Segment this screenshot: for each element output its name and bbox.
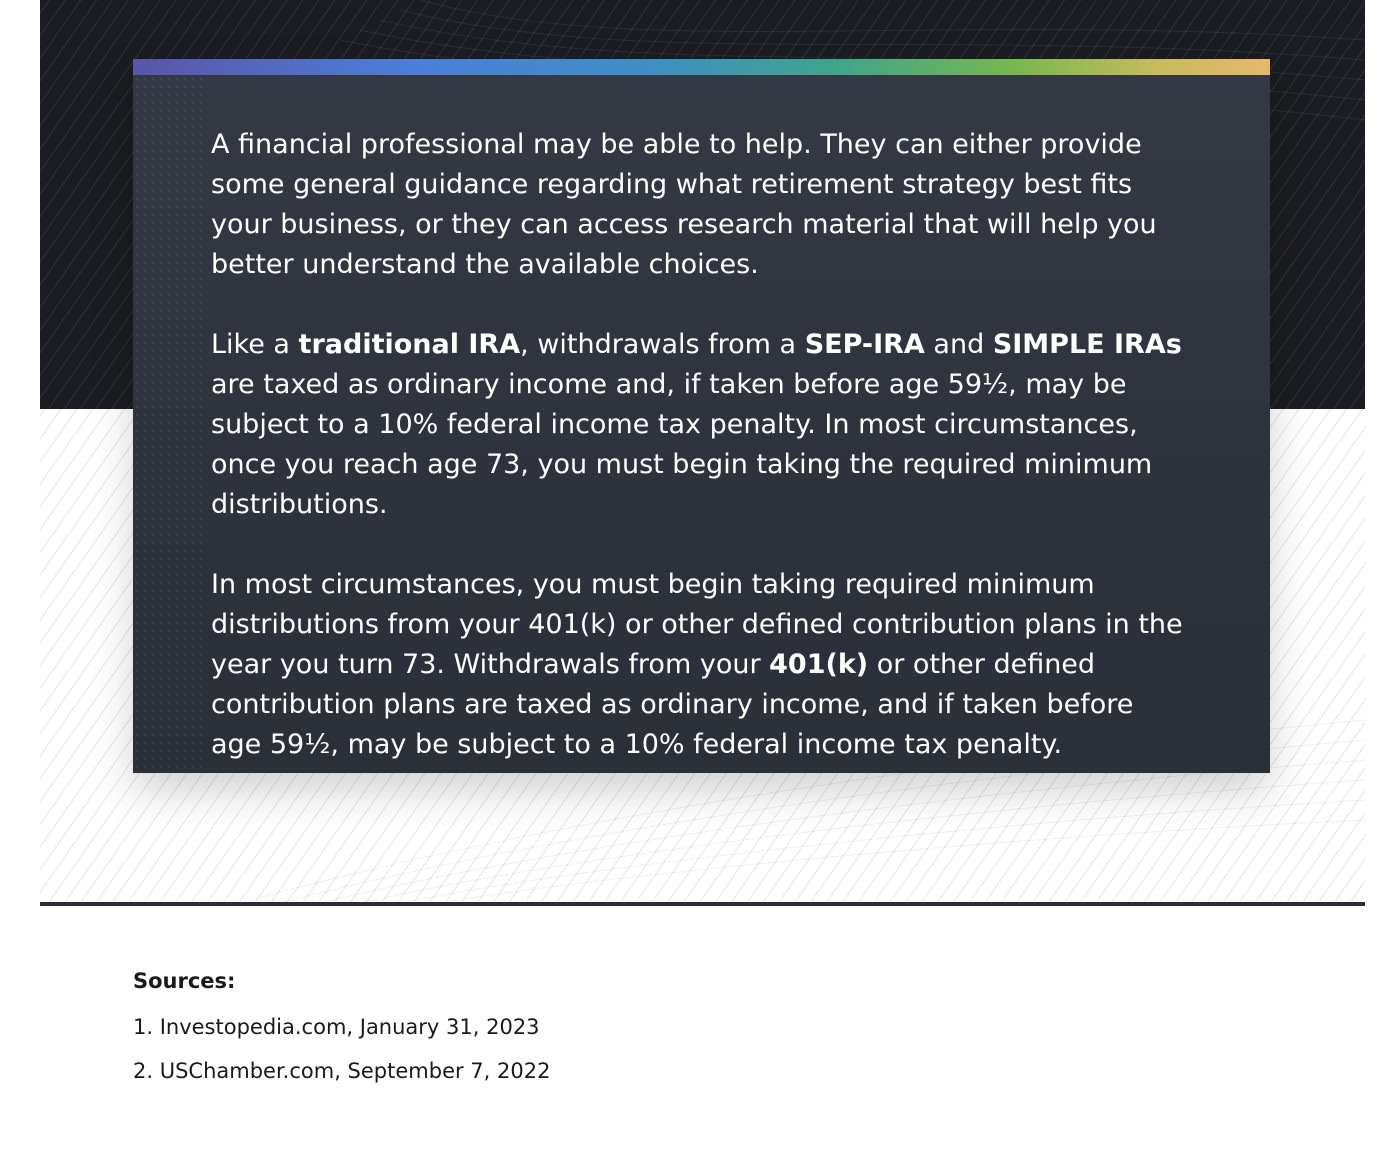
paragraph-2-text-4: are taxed as ordinary income and, if taken before age 59½, may be subject to a 10% federal income tax penalty. In most circumstances, once you reach age 73, you must begin taking the required minimum distributions. — [211, 369, 1153, 520]
paragraph-2-text-2: , withdrawals from a — [520, 329, 805, 360]
paragraph-ira-withdrawals — [211, 325, 1191, 525]
term-traditional-ira: traditional IRA — [298, 329, 521, 360]
source-item: 1. Investopedia.com, January 31, 2023 — [133, 1015, 540, 1039]
term-sep-ira: SEP-IRA — [804, 329, 925, 360]
paragraph-3-text-1: In most circumstances, you must begin taking required minimum distributions from your 401(k) or other defined contribution plans in the year you turn 73. Withdrawals from your — [211, 569, 1183, 680]
card-body — [211, 125, 1191, 805]
paragraph-2-text-1: Like a — [211, 329, 299, 360]
sources-section — [133, 966, 550, 1100]
term-simple-iras: SIMPLE IRAs — [992, 329, 1182, 360]
paragraph-financial-professional — [211, 125, 1191, 285]
sources-title: Sources: — [133, 969, 236, 993]
source-item: 2. USChamber.com, September 7, 2022 — [133, 1059, 551, 1083]
card-gradient-accent — [133, 59, 1270, 75]
paragraph-401k-distributions — [211, 565, 1191, 765]
paragraph-3-text-2: or other defined contribution plans are taxed as ordinary income, and if taken before age 59½, may be subject to a 10% federal income tax penalty. — [211, 649, 1134, 760]
term-401k: 401(k) — [769, 649, 869, 680]
paragraph-1-text: A financial professional may be able to help. They can either provide some general guidance regarding what retirement strategy best fits your business, or they can access research material that will help you better understand the available choices. — [211, 129, 1157, 280]
paragraph-2-text-3: and — [924, 329, 993, 360]
section-divider — [40, 902, 1365, 906]
card-dot-texture — [133, 75, 203, 773]
info-card — [133, 59, 1270, 773]
